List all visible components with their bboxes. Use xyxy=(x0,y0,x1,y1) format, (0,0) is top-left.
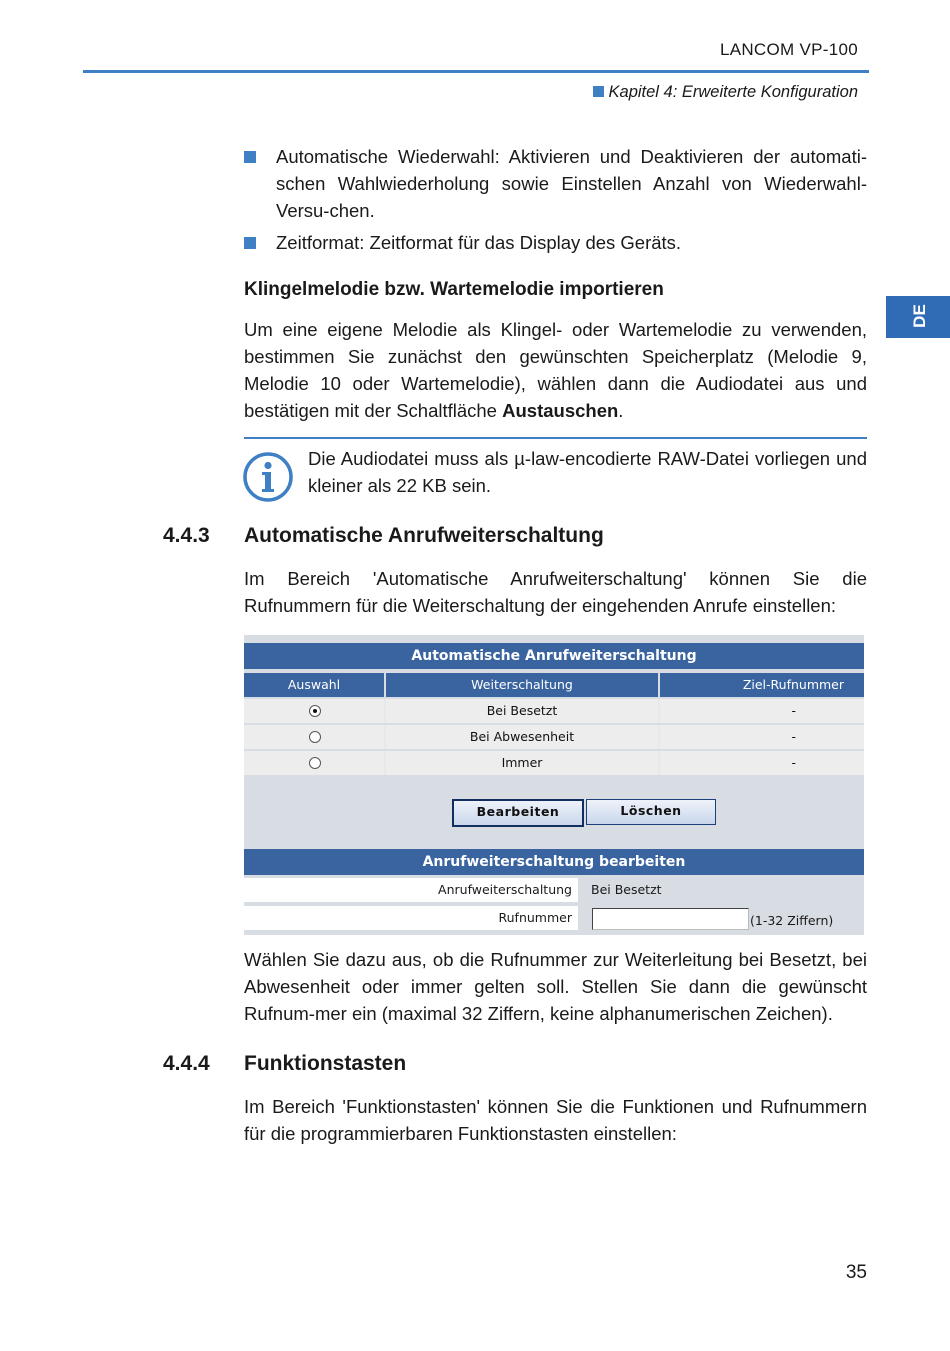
square-bullet-icon xyxy=(244,151,256,163)
paragraph-punct: . xyxy=(618,400,624,421)
delete-button[interactable]: Löschen xyxy=(586,799,716,825)
target-value: - xyxy=(791,729,796,744)
column-header-weiterschaltung: Weiterschaltung xyxy=(386,673,658,697)
mode-cell: Immer xyxy=(386,751,658,775)
radio-button-selected[interactable] xyxy=(309,705,321,717)
column-header-auswahl: Auswahl xyxy=(244,673,384,697)
select-cell xyxy=(244,751,384,775)
mode-cell: Bei Abwesenheit xyxy=(386,725,658,749)
paragraph-after: Wählen Sie dazu aus, ob die Rufnummer zur Weiterleitung bei Besetzt, bei Abwesenheit oder immer gelten soll. Stellen Sie dann die gewünscht Rufnum-mer ein (maximal 32 Ziffern, keine alphanumerischen Zeichen). xyxy=(244,949,867,1024)
column-header-ziel-label: Ziel-Rufnummer xyxy=(742,677,844,692)
info-icon xyxy=(243,452,293,502)
target-value: - xyxy=(791,703,796,718)
note-rule xyxy=(244,437,867,439)
table-row[interactable] xyxy=(244,699,864,723)
select-cell xyxy=(244,699,384,723)
target-cell xyxy=(660,725,864,749)
section-title: Funktionstasten xyxy=(244,1052,407,1075)
form-row-mode xyxy=(244,878,864,904)
table-title-bar: Automatische Anrufweiterschaltung xyxy=(244,643,864,669)
button-reference: Austauschen xyxy=(502,400,619,421)
form-label-text: Rufnummer xyxy=(498,910,572,925)
paragraph-intro: Im Bereich 'Automatische Anrufweiterschaltung' können Sie die Rufnummern für die Weiterschaltung der eingehenden Anrufe einstellen: xyxy=(244,568,867,616)
form-label xyxy=(244,906,578,930)
header-rule xyxy=(83,70,869,73)
form-value-mode: Bei Besetzt xyxy=(591,882,662,897)
target-cell xyxy=(660,751,864,775)
forwarding-ui-screenshot xyxy=(244,635,864,935)
table-row[interactable] xyxy=(244,751,864,775)
target-value: - xyxy=(791,755,796,770)
paragraph-text: Um eine eigene Melodie als Klingel- oder Wartemelodie zu verwenden, bestimmen Sie zunächst den gewünschten Speicherplatz (Melodie 9, Melodie 10 oder Wartemelodie), wählen dann die Audiodatei aus und bestätigen mit der Schaltfläche xyxy=(244,319,867,421)
form-title-bar: Anrufweiterschaltung bearbeiten xyxy=(244,849,864,875)
radio-button[interactable] xyxy=(309,731,321,743)
list-item-text: Automatische Wiederwahl: Aktivieren und Deaktivieren der automati-schen Wahlwiederholung sowie Einstellen Anzahl von Wiederwahl-Versu-chen. xyxy=(276,146,867,221)
column-header-ziel xyxy=(660,673,864,697)
edit-button[interactable]: Bearbeiten xyxy=(452,799,584,827)
target-cell xyxy=(660,699,864,723)
page-number: 35 xyxy=(845,1262,867,1283)
form-label-text: Anrufweiterschaltung xyxy=(438,882,572,897)
square-bullet-icon xyxy=(244,237,256,249)
list-item xyxy=(244,143,867,224)
language-tab-label: DE xyxy=(910,304,929,328)
radio-button[interactable] xyxy=(309,757,321,769)
phone-number-input[interactable] xyxy=(592,908,749,930)
chapter-title: Kapitel 4: Erweiterte Konfiguration xyxy=(608,83,858,101)
section-number: 4.4.3 xyxy=(163,524,210,547)
section-number: 4.4.4 xyxy=(163,1052,210,1075)
paragraph-ringtone xyxy=(244,316,867,424)
list-item-text: Zeitformat: Zeitformat für das Display des Geräts. xyxy=(276,232,682,253)
language-tab xyxy=(886,296,950,338)
running-header-product: LANCOM VP-100 xyxy=(719,40,858,59)
square-bullet-icon xyxy=(593,86,604,97)
subsection-heading: Klingelmelodie bzw. Wartemelodie importieren xyxy=(244,279,664,300)
form-row-number xyxy=(244,906,864,932)
mode-cell: Bei Besetzt xyxy=(386,699,658,723)
table-row[interactable] xyxy=(244,725,864,749)
section-title: Automatische Anrufweiterschaltung xyxy=(244,524,604,547)
running-header-chapter xyxy=(593,83,858,102)
form-label xyxy=(244,878,578,902)
input-hint: (1-32 Ziffern) xyxy=(750,913,834,928)
note-text: Die Audiodatei muss als µ-law-encodierte RAW-Datei vorliegen und kleiner als 22 KB sein. xyxy=(308,448,867,496)
paragraph-intro: Im Bereich 'Funktionstasten' können Sie die Funktionen und Rufnummern für die programmierbaren Funktionstasten einstellen: xyxy=(244,1096,867,1144)
list-item xyxy=(244,229,867,256)
select-cell xyxy=(244,725,384,749)
